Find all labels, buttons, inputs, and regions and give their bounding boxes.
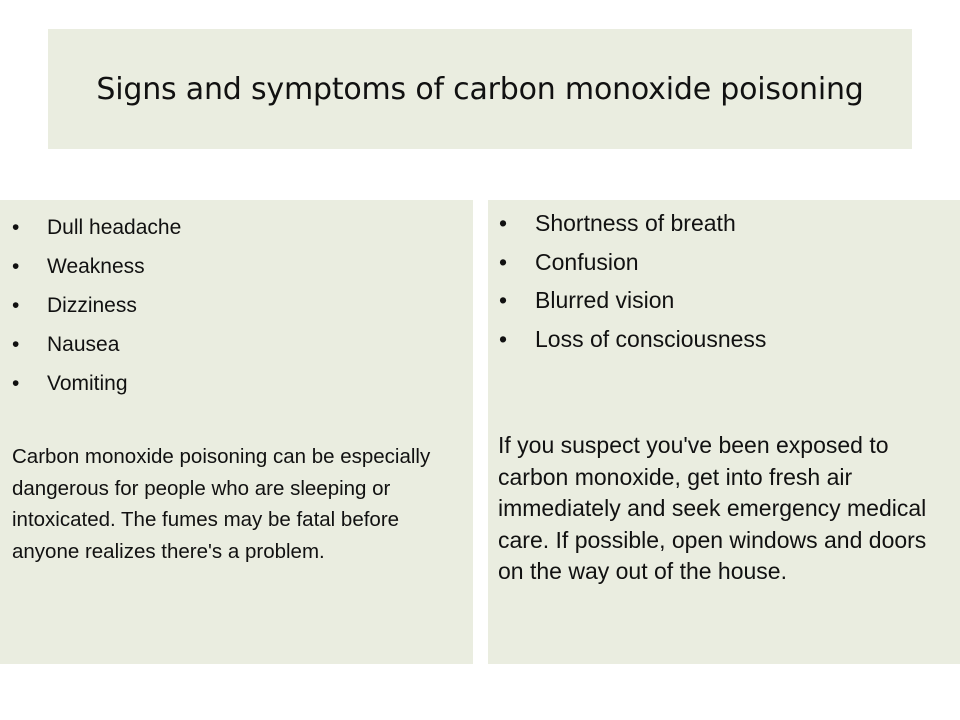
right-symptom-list: [498, 204, 948, 358]
right-panel: [488, 200, 960, 664]
right-paragraph: If you suspect you've been exposed to carbon monoxide, get into fresh air immediately and seek emergency medical care. If possible, open windows and doors on the way out of the house.: [498, 432, 927, 584]
slide-title: Signs and symptoms of carbon monoxide poisoning: [96, 71, 864, 107]
list-item: • Loss of consciousness: [498, 320, 948, 359]
list-item: • Weakness: [12, 247, 463, 286]
list-item: • Dull headache: [12, 208, 463, 247]
list-item: • Shortness of breath: [498, 204, 948, 243]
title-box: [48, 29, 912, 149]
list-item: • Nausea: [12, 325, 463, 364]
left-panel: [0, 200, 473, 664]
list-item: • Blurred vision: [498, 281, 948, 320]
list-item: • Dizziness: [12, 286, 463, 325]
left-paragraph: Carbon monoxide poisoning can be especially dangerous for people who are sleeping or intoxicated. The fumes may be fatal before anyone realizes there's a problem.: [12, 445, 431, 563]
list-item: • Vomiting: [12, 364, 463, 403]
list-item: • Confusion: [498, 243, 948, 282]
left-symptom-list: [12, 208, 463, 403]
